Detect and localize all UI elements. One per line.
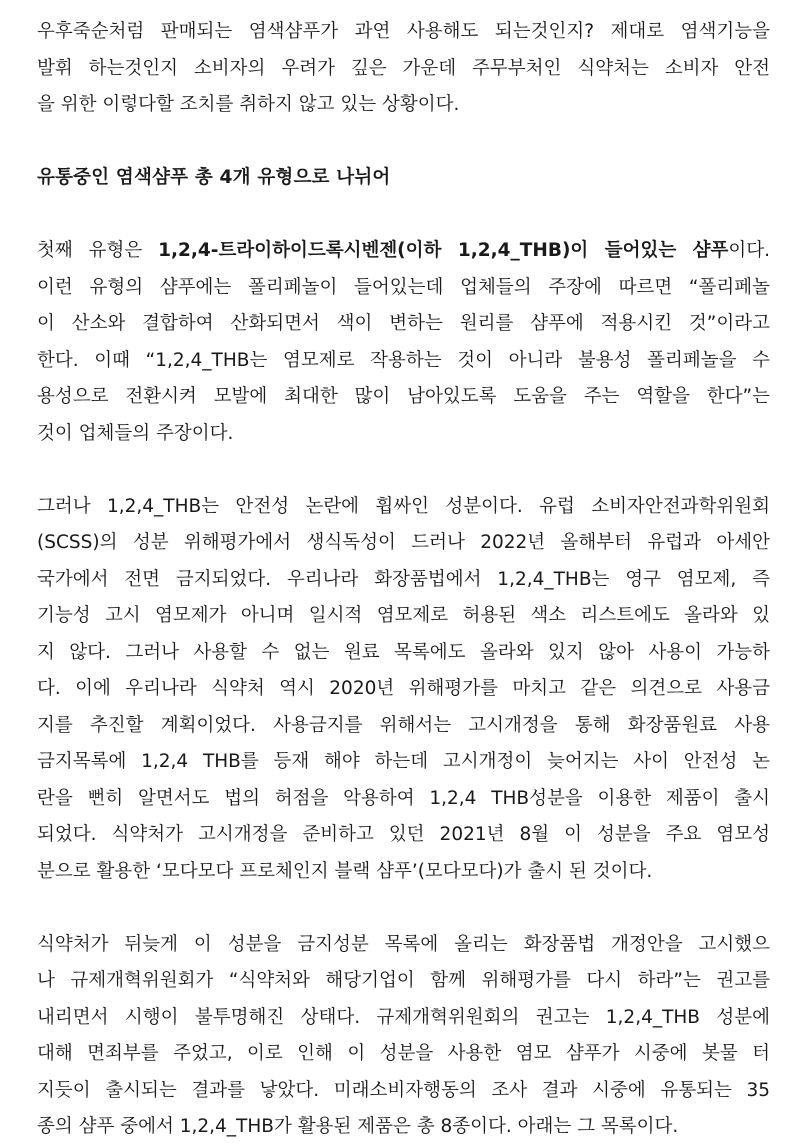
paragraph-gap	[37, 197, 770, 234]
text-line: 용성으로 전환시켜 모발에 최대한 많이 남아있도록 도움을 주는 역할을 한다”는	[37, 386, 770, 407]
text-line: 을 위한 이렇다할 조치를 취하지 않고 있는 상황이다.	[37, 94, 460, 115]
paragraph-gap	[37, 890, 770, 927]
paragraph-gap	[37, 124, 770, 161]
paragraph-gap	[37, 452, 770, 489]
text-line: 그러나 1,2,4_THB는 안전성 논란에 휩싸인 성분이다. 유럽 소비자안전과학위원회	[37, 495, 770, 517]
paragraph-intro	[37, 14, 770, 124]
text-line: (SCSS)의 성분 위해평가에서 생식독성이 드러나 2022년 올해부터 유럽과 아세안	[37, 532, 770, 553]
text-line: 되었다. 식약처가 고시개정을 준비하고 있던 2021년 8월 이 성분을 주요 염모성	[37, 824, 770, 845]
text-run: 첫째 유형은	[37, 240, 159, 261]
text-line: 국가에서 전면 금지되었다. 우리나라 화장품법에서 1,2,4_THB는 영구 염모제, 즉	[37, 568, 770, 590]
text-line: 것이 업체들의 주장이다.	[37, 422, 234, 444]
text-line: 나 규제개혁위원회가 “식약처와 해당기업이 함께 위해평가를 다시 하라”는 권고를	[37, 970, 770, 991]
text-line: 다. 이에 우리나라 식약처 역시 2020년 위해평가를 마치고 같은 의견으로 사용금	[37, 678, 770, 699]
text-line: 종의 샴푸 중에서 1,2,4_THB가 활용된 제품은 총 8종이다. 아래는 그 목록이다.	[37, 1116, 679, 1137]
text-run: 이다.	[728, 240, 771, 261]
text-line: 우후죽순처럼 판매되는 염색샴푸가 과연 사용해도 되는것인지? 제대로 염색기능을	[37, 21, 770, 42]
section-heading: 유통중인 염색샴푸 총 4개 유형으로 나뉘어	[37, 167, 391, 188]
paragraph-regulation	[37, 927, 770, 1146]
text-line: 지듯이 출시되는 결과를 낳았다. 미래소비자행동의 조사 결과 시중에 유통되는 35	[37, 1079, 770, 1101]
text-line: 금지목록에 1,2,4 THB를 등재 해야 하는데 고시개정이 늦어지는 사이 안전성 논	[37, 751, 770, 772]
text-line: 기능성 고시 염모제가 아니며 일시적 염모제로 허용된 색소 리스트에도 올라와 있	[37, 605, 770, 626]
text-line: 지 않다. 그러나 사용할 수 없는 원료 목록에도 올라와 있지 않아 사용이 가능하	[37, 641, 770, 663]
text-line: 한다. 이때 “1,2,4_THB는 염모제로 작용하는 것이 아니라 불용성 폴리페놀을 수	[37, 349, 770, 371]
text-line: 대해 면죄부를 주었고, 이로 인해 이 성분을 사용한 염모 샴푸가 시중에 봇물 터	[37, 1043, 770, 1064]
text-line: 발휘 하는것인지 소비자의 우려가 깊은 가운데 주무부처인 식약처는 소비자 안전	[37, 57, 770, 79]
paragraph-safety-controversy	[37, 489, 770, 891]
text-line: 분으로 활용한 ‘모다모다 프로체인지 블랙 샴푸’(모다모다)가 출시 된 것이다.	[37, 860, 653, 882]
paragraph-type-one	[37, 233, 770, 452]
text-line: 식약처가 뒤늦게 이 성분을 금지성분 목록에 올리는 화장품법 개정안을 고시했으	[37, 933, 770, 955]
bold-text-run: 1,2,4-트라이하이드록시벤젠(이하 1,2,4_THB)이 들어있는 샴푸	[158, 240, 729, 261]
text-line: 내리면서 시행이 불투명해진 상태다. 규제개혁위원회의 권고는 1,2,4_THB 성분에	[37, 1006, 770, 1028]
text-line: 지를 추진할 계획이었다. 사용금지를 위해서는 고시개정을 통해 화장품원료 사용	[37, 714, 770, 736]
text-line: 이 산소와 결합하여 산화되면서 색이 변하는 원리를 샴푸에 적용시킨 것”이라고	[37, 313, 770, 334]
text-line: 란을 뻔히 알면서도 법의 허점을 악용하여 1,2,4 THB성분을 이용한 제품이 출시	[37, 787, 770, 809]
text-line-mixed	[37, 233, 770, 270]
text-line: 이런 유형의 샴푸에는 폴리페놀이 들어있는데 업체들의 주장에 따르면 “폴리페놀	[37, 276, 770, 298]
